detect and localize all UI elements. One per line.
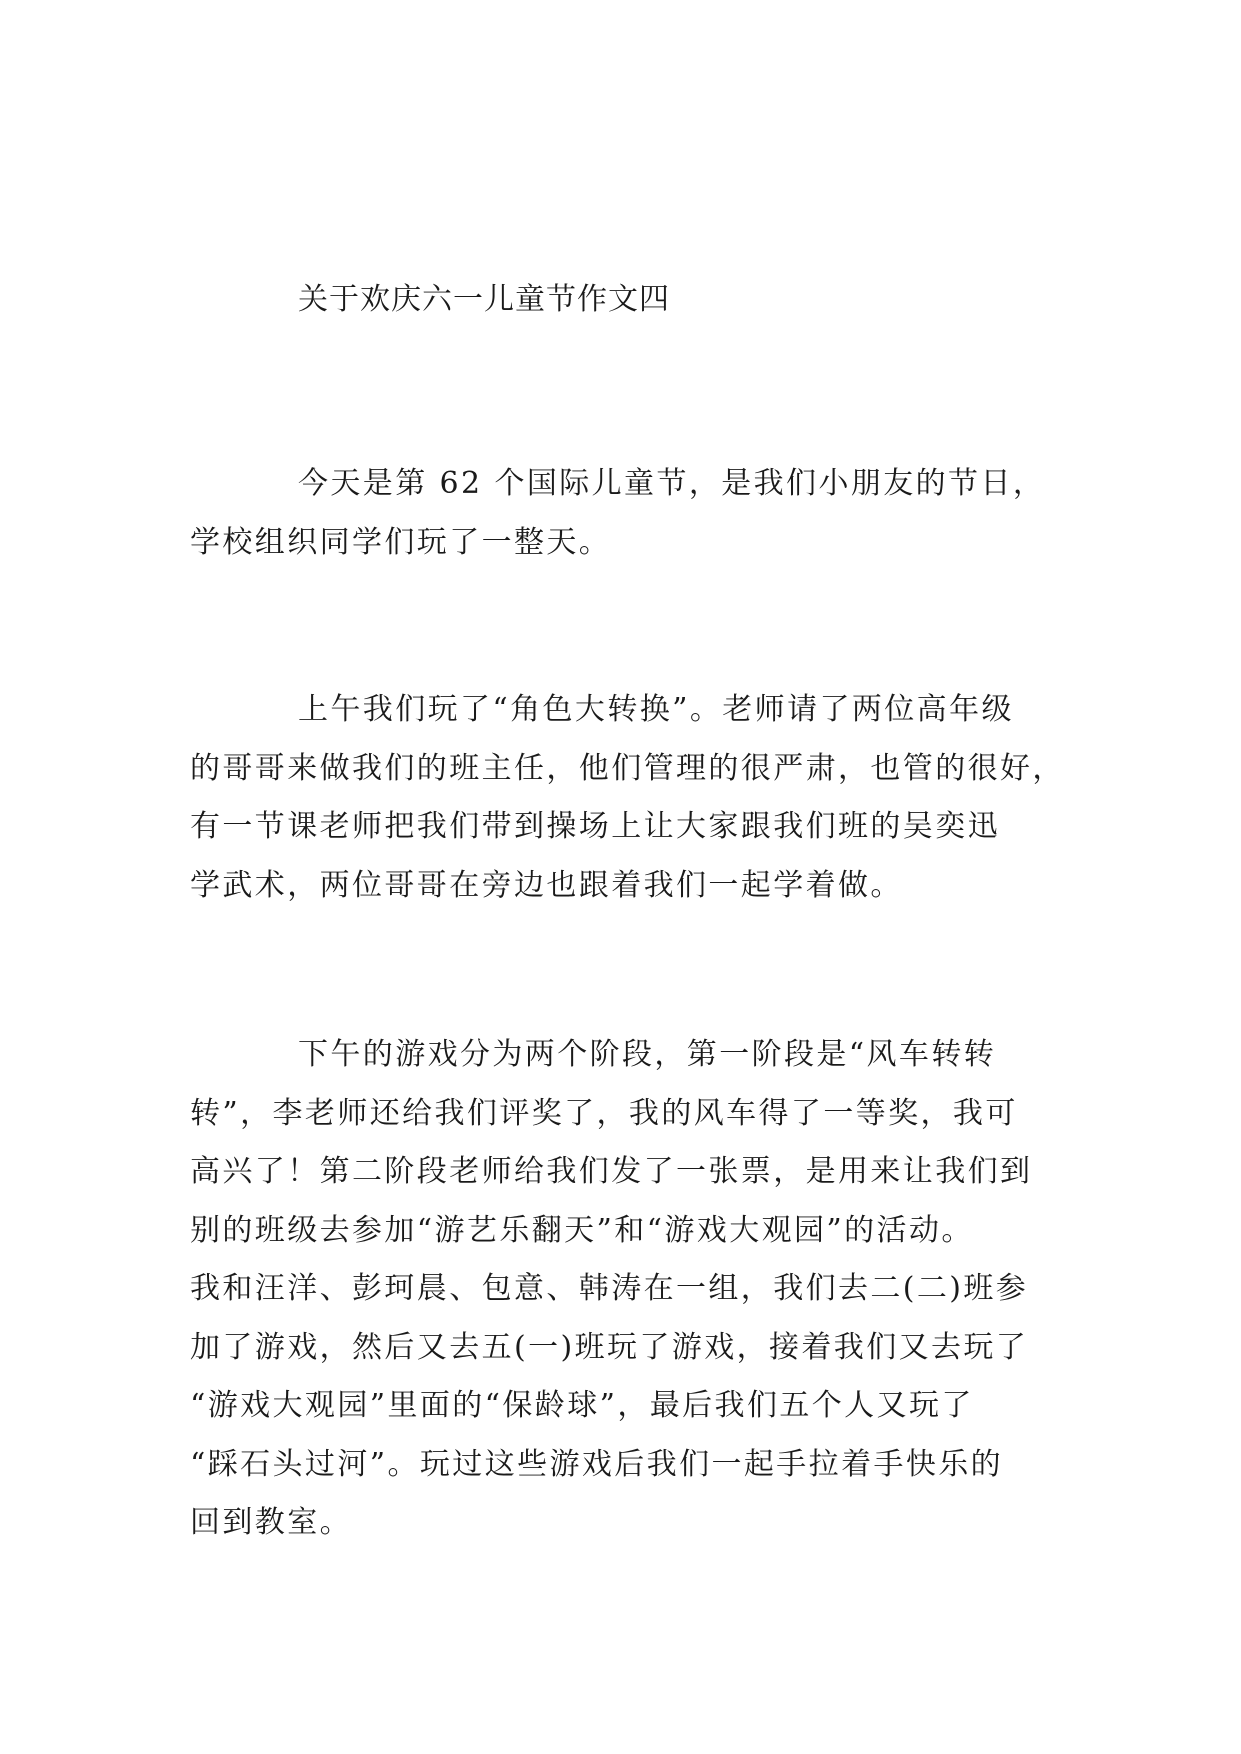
paragraph-line: 别的班级去参加“游艺乐翻天”和“游戏大观园”的活动。 [190,1212,974,1248]
paragraph-line: “游戏大观园”里面的“保龄球”，最后我们五个人又玩了 [190,1388,974,1423]
paragraph-line: 有一节课老师把我们带到操场上让大家跟我们班的吴奕迅 [190,809,1000,844]
paragraph-line: 高兴了！第二阶段老师给我们发了一张票，是用来让我们到 [190,1154,1033,1189]
paragraph-1 [190,455,1070,572]
paragraph-line: 回到教室。 [190,1505,352,1540]
paragraph-3 [190,1026,1070,1553]
paragraph-line: “踩石头过河”。玩过这些游戏后我们一起手拉着手快乐的 [190,1446,1004,1482]
paragraph-line: 学武术，两位哥哥在旁边也跟着我们一起学着做。 [190,867,903,903]
document-title: 关于欢庆六一儿童节作文四 [298,282,670,317]
paragraph-line: 今天是第 62 个国际儿童节，是我们小朋友的节日， [298,466,1046,501]
paragraph-line: 我和汪洋、彭珂晨、包意、韩涛在一组，我们去二(二)班参 [190,1271,1029,1306]
paragraph-line: 加了游戏，然后又去五(一)班玩了游戏，接着我们又去玩了 [190,1329,1029,1365]
paragraph-line: 的哥哥来做我们的班主任，他们管理的很严肃，也管的很好， [190,750,1065,786]
paragraph-line: 转”，李老师还给我们评奖了，我的风车得了一等奖，我可 [190,1095,1018,1131]
paragraph-line: 上午我们玩了“角色大转换”。老师请了两位高年级 [298,692,1014,727]
paragraph-line: 下午的游戏分为两个阶段，第一阶段是“风车转转 [298,1037,997,1072]
paragraph-line: 学校组织同学们玩了一整天。 [190,524,612,560]
paragraph-2 [190,681,1070,915]
